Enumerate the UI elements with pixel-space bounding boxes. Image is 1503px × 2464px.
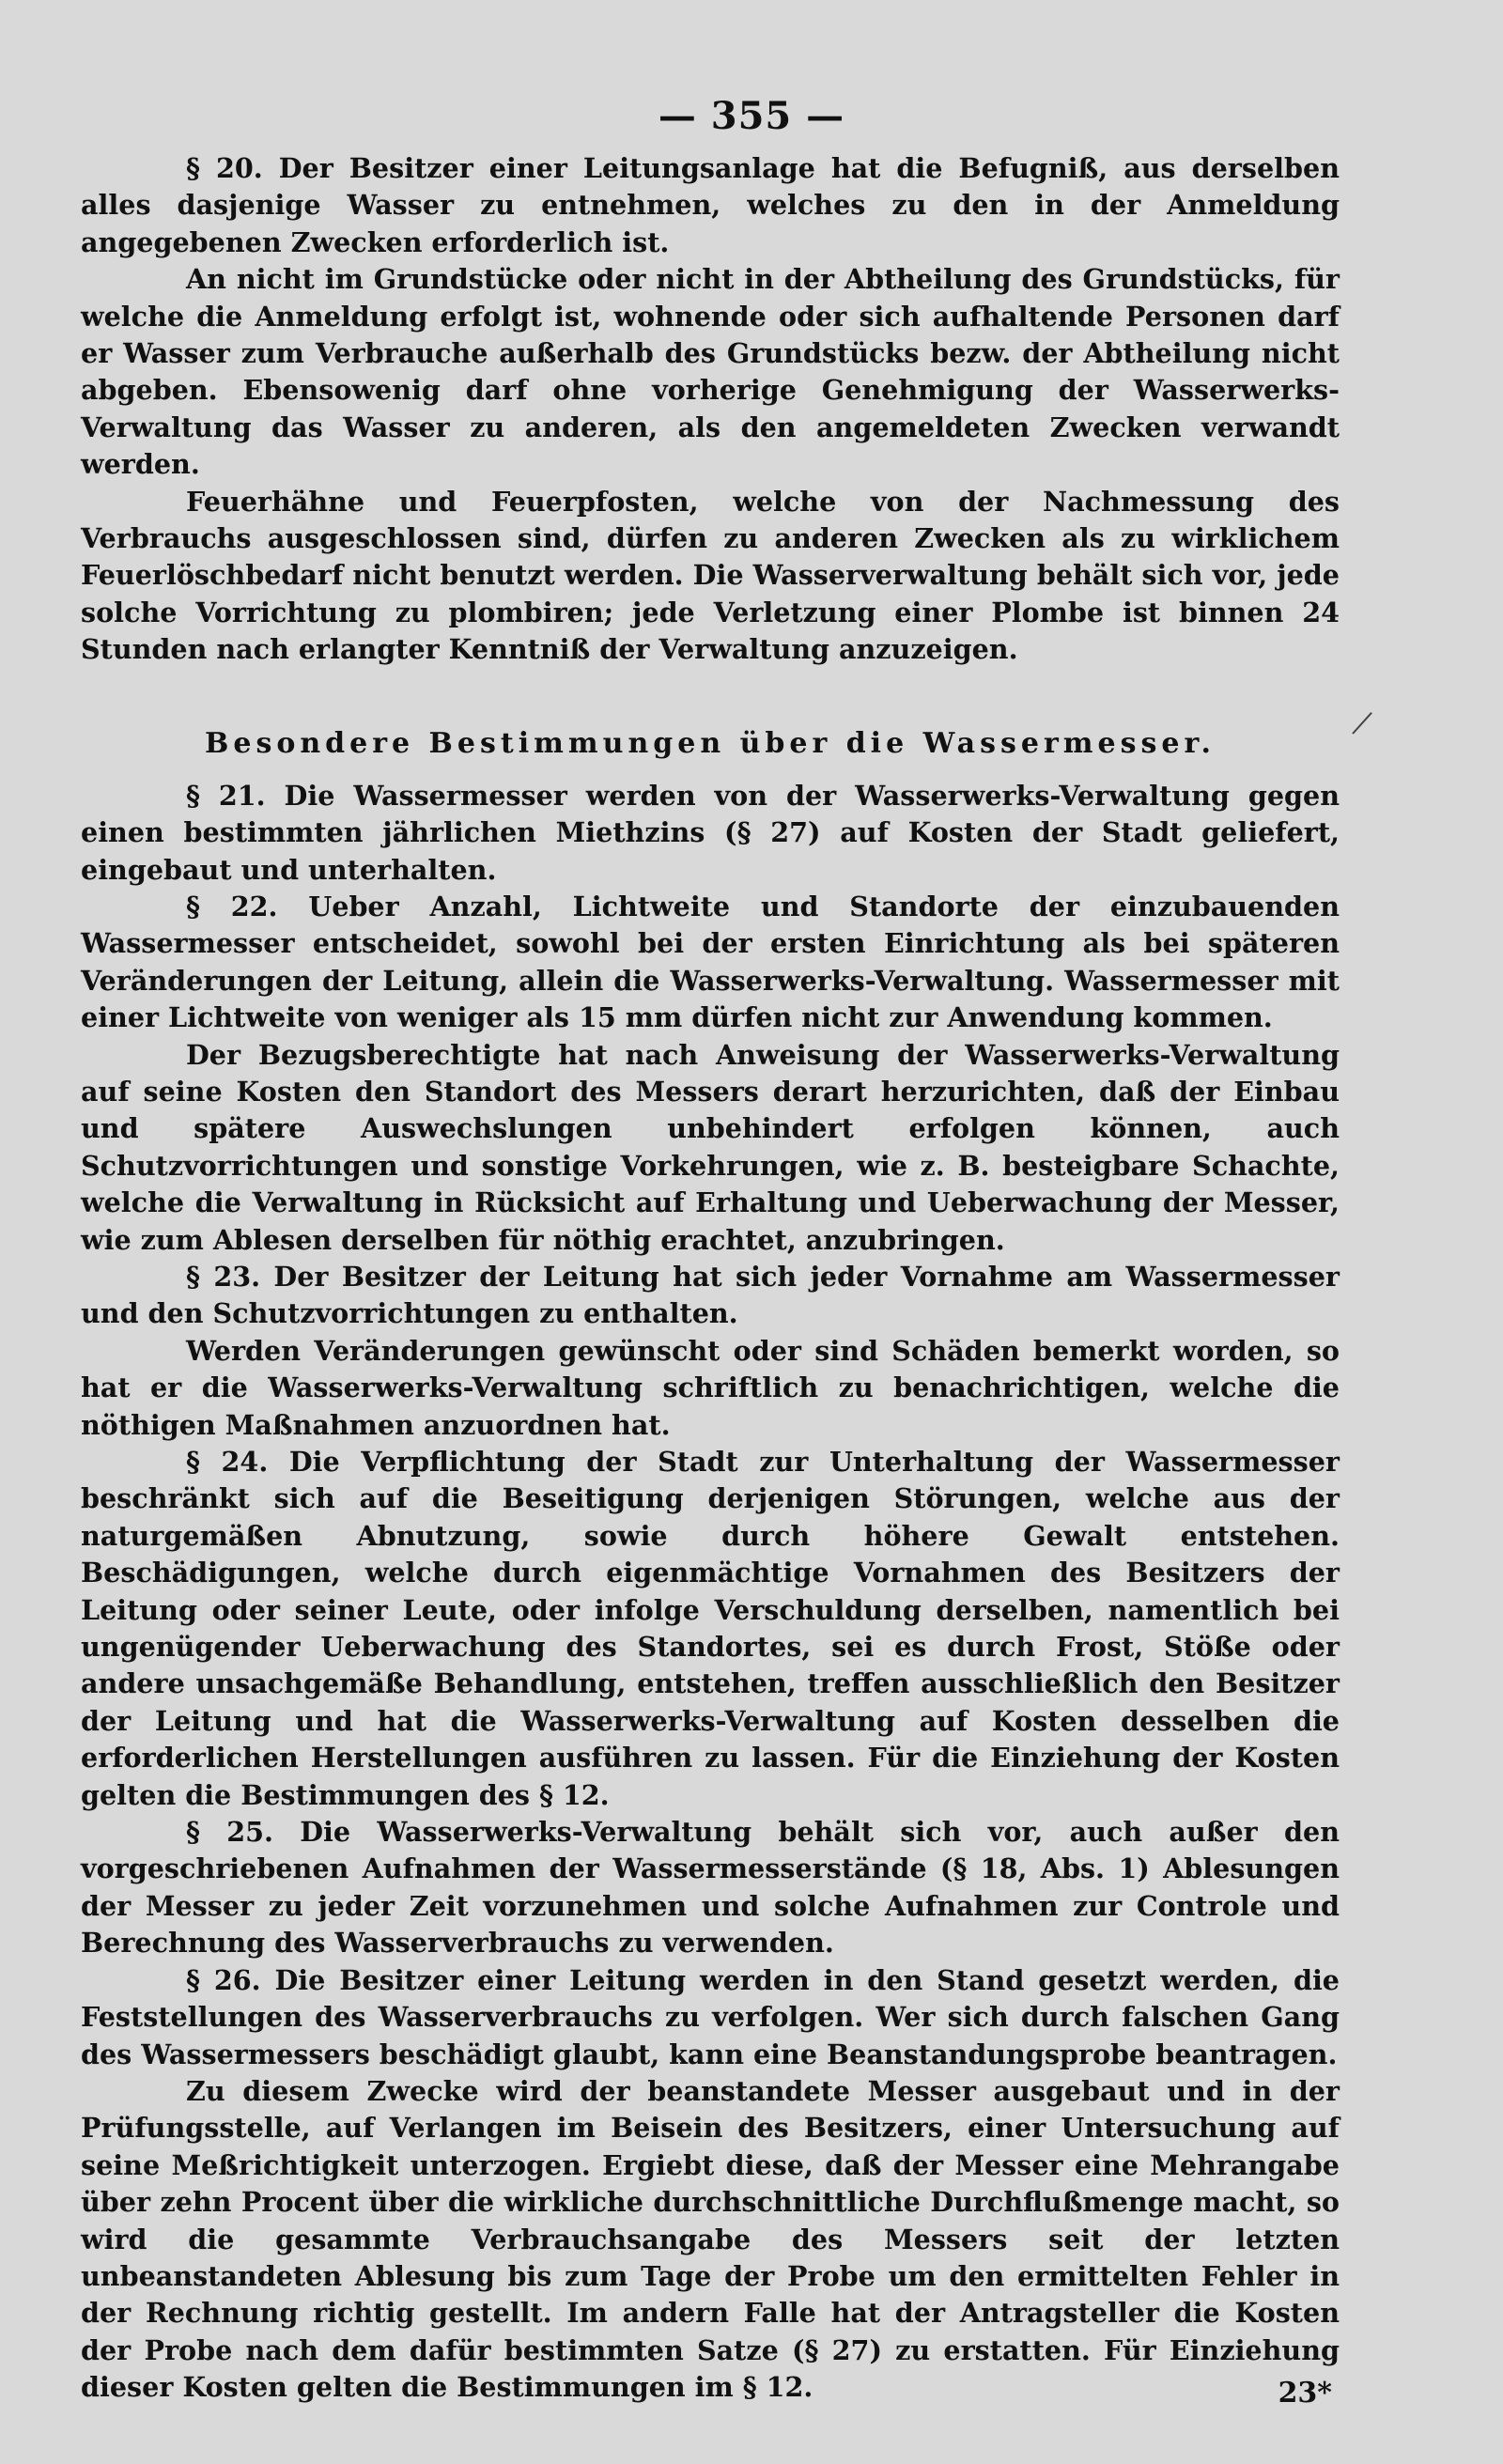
paragraph: § 20. Der Besitzer einer Leitungsanlage hat die Befugniß, aus derselben alles dasjenige Wasser zu entnehmen, welches zu den in der Anmeldung angegebenen Zwecken erforderlich ist. xyxy=(81,152,1340,258)
paragraph: § 24. Die Verpflichtung der Stadt zur Unterhaltung der Wassermesser beschränkt sich auf die Beseitigung derjenigen Störungen, welche aus der naturgemäßen Abnutzung, sowie durch höhere Gewalt entstehen. Beschädigungen, welche durch eigenmächtige Vornahmen des Besitzers der Leitung oder seiner Leute, oder infolge Verschuldung derselben, namentlich bei ungenügender Ueberwachung des Standortes, sei es durch Frost, Stöße oder andere unsachgemäße Behandlung, entstehen, treffen ausschließlich den Besitzer der Leitung und hat die Wasserwerks-Verwaltung auf Kosten desselben die erforderlichen Herstellungen ausführen zu lassen. Für die Einziehung der Kosten gelten die Bestimmungen des § 12. xyxy=(81,1446,1340,1811)
paragraph: § 21. Die Wassermesser werden von der Wasserwerks-Verwaltung gegen einen bestimmten jährlichen Miethzins (§ 27) auf Kosten der Stadt geliefert, eingebaut und unterhalten. xyxy=(81,779,1340,886)
page-content xyxy=(81,150,1340,2407)
scan-mark xyxy=(1352,712,1372,735)
paragraph: Zu diesem Zwecke wird der beanstandete Messer ausgebaut und in der Prüfungsstelle, auf Verlangen im Beisein des Besitzers, einer Untersuchung auf seine Meßrichtigkeit unterzogen. Ergiebt diese, daß der Messer eine Mehrangabe über zehn Procent über die wirkliche durchschnittliche Durchflußmenge macht, so wird die gesammte Verbrauchsangabe des Messers seit der letzten unbeanstandeten Ablesung bis zum Tage der Probe um den ermittelten Fehler in der Rechnung richtig gestellt. Im andern Falle hat der Antragsteller die Kosten der Probe nach dem dafür bestimmten Satze (§ 27) zu erstatten. Für Einziehung dieser Kosten gelten die Bestimmungen im § 12. xyxy=(81,2074,1340,2404)
paragraph: § 26. Die Besitzer einer Leitung werden in den Stand gesetzt werden, die Feststellungen des Wasserverbrauchs zu verfolgen. Wer sich durch falschen Gang des Wassermessers beschädigt glaubt, kann eine Beanstandungsprobe beantragen. xyxy=(81,1963,1340,2070)
page-number: — 355 — xyxy=(658,94,845,138)
paragraph: An nicht im Grundstücke oder nicht in der Abtheilung des Grundstücks, für welche die Anmeldung erfolgt ist, wohnende oder sich aufhaltende Personen darf er Wasser zum Verbrauche außerhalb des Grundstücks bezw. der Abtheilung nicht abgeben. Ebensowenig darf ohne vorherige Genehmigung der Wasserwerks-Verwaltung das Wasser zu anderen, als den angemeldeten Zwecken verwandt werden. xyxy=(81,263,1340,481)
sheet-signature: 23* xyxy=(1278,2377,1332,2410)
paragraph: Feuerhähne und Feuerpfosten, welche von der Nachmessung des Verbrauchs ausgeschlossen sind, dürfen zu anderen Zwecken als zu wirklichem Feuerlöschbedarf nicht benutzt werden. Die Wasserverwaltung behält sich vor, jede solche Vorrichtung zu plombiren; jede Verletzung einer Plombe ist binnen 24 Stunden nach erlangter Kenntniß der Verwaltung anzuzeigen. xyxy=(81,485,1340,666)
paragraph: § 25. Die Wasserwerks-Verwaltung behält sich vor, auch außer den vorgeschriebenen Aufnahmen der Wassermesserstände (§ 18, Abs. 1) Ablesungen der Messer zu jeder Zeit vorzunehmen und solche Aufnahmen zur Controle und Berechnung des Wasserverbrauchs zu verwenden. xyxy=(81,1816,1340,1960)
paragraph: § 22. Ueber Anzahl, Lichtweite und Standorte der einzubauenden Wassermesser entscheidet, sowohl bei der ersten Einrichtung als bei späteren Veränderungen der Leitung, allein die Wasserwerks-Verwaltung. Wassermesser mit einer Lichtweite von weniger als 15 mm dürfen nicht zur Anwendung kommen. xyxy=(81,890,1340,1034)
paragraph: § 23. Der Besitzer der Leitung hat sich jeder Vornahme am Wassermesser und den Schutzvorrichtungen zu enthalten. xyxy=(81,1260,1340,1330)
section-heading: Besondere Bestimmungen über die Wassermesser. xyxy=(205,726,1216,760)
paragraph: Der Bezugsberechtigte hat nach Anweisung der Wasserwerks-Verwaltung auf seine Kosten den Standort des Messers derart herzurichten, daß der Einbau und spätere Auswechslungen unbehindert erfolgen können, auch Schutzvorrichtungen und sonstige Vorkehrungen, wie z. B. besteigbare Schachte, welche die Verwaltung in Rücksicht auf Erhaltung und Ueberwachung der Messer, wie zum Ablesen derselben für nöthig erachtet, anzubringen. xyxy=(81,1038,1340,1256)
paragraph: Werden Veränderungen gewünscht oder sind Schäden bemerkt worden, so hat er die Wasserwerks-Verwaltung schriftlich zu benachrichtigen, welche die nöthigen Maßnahmen anzuordnen hat. xyxy=(81,1334,1340,1441)
